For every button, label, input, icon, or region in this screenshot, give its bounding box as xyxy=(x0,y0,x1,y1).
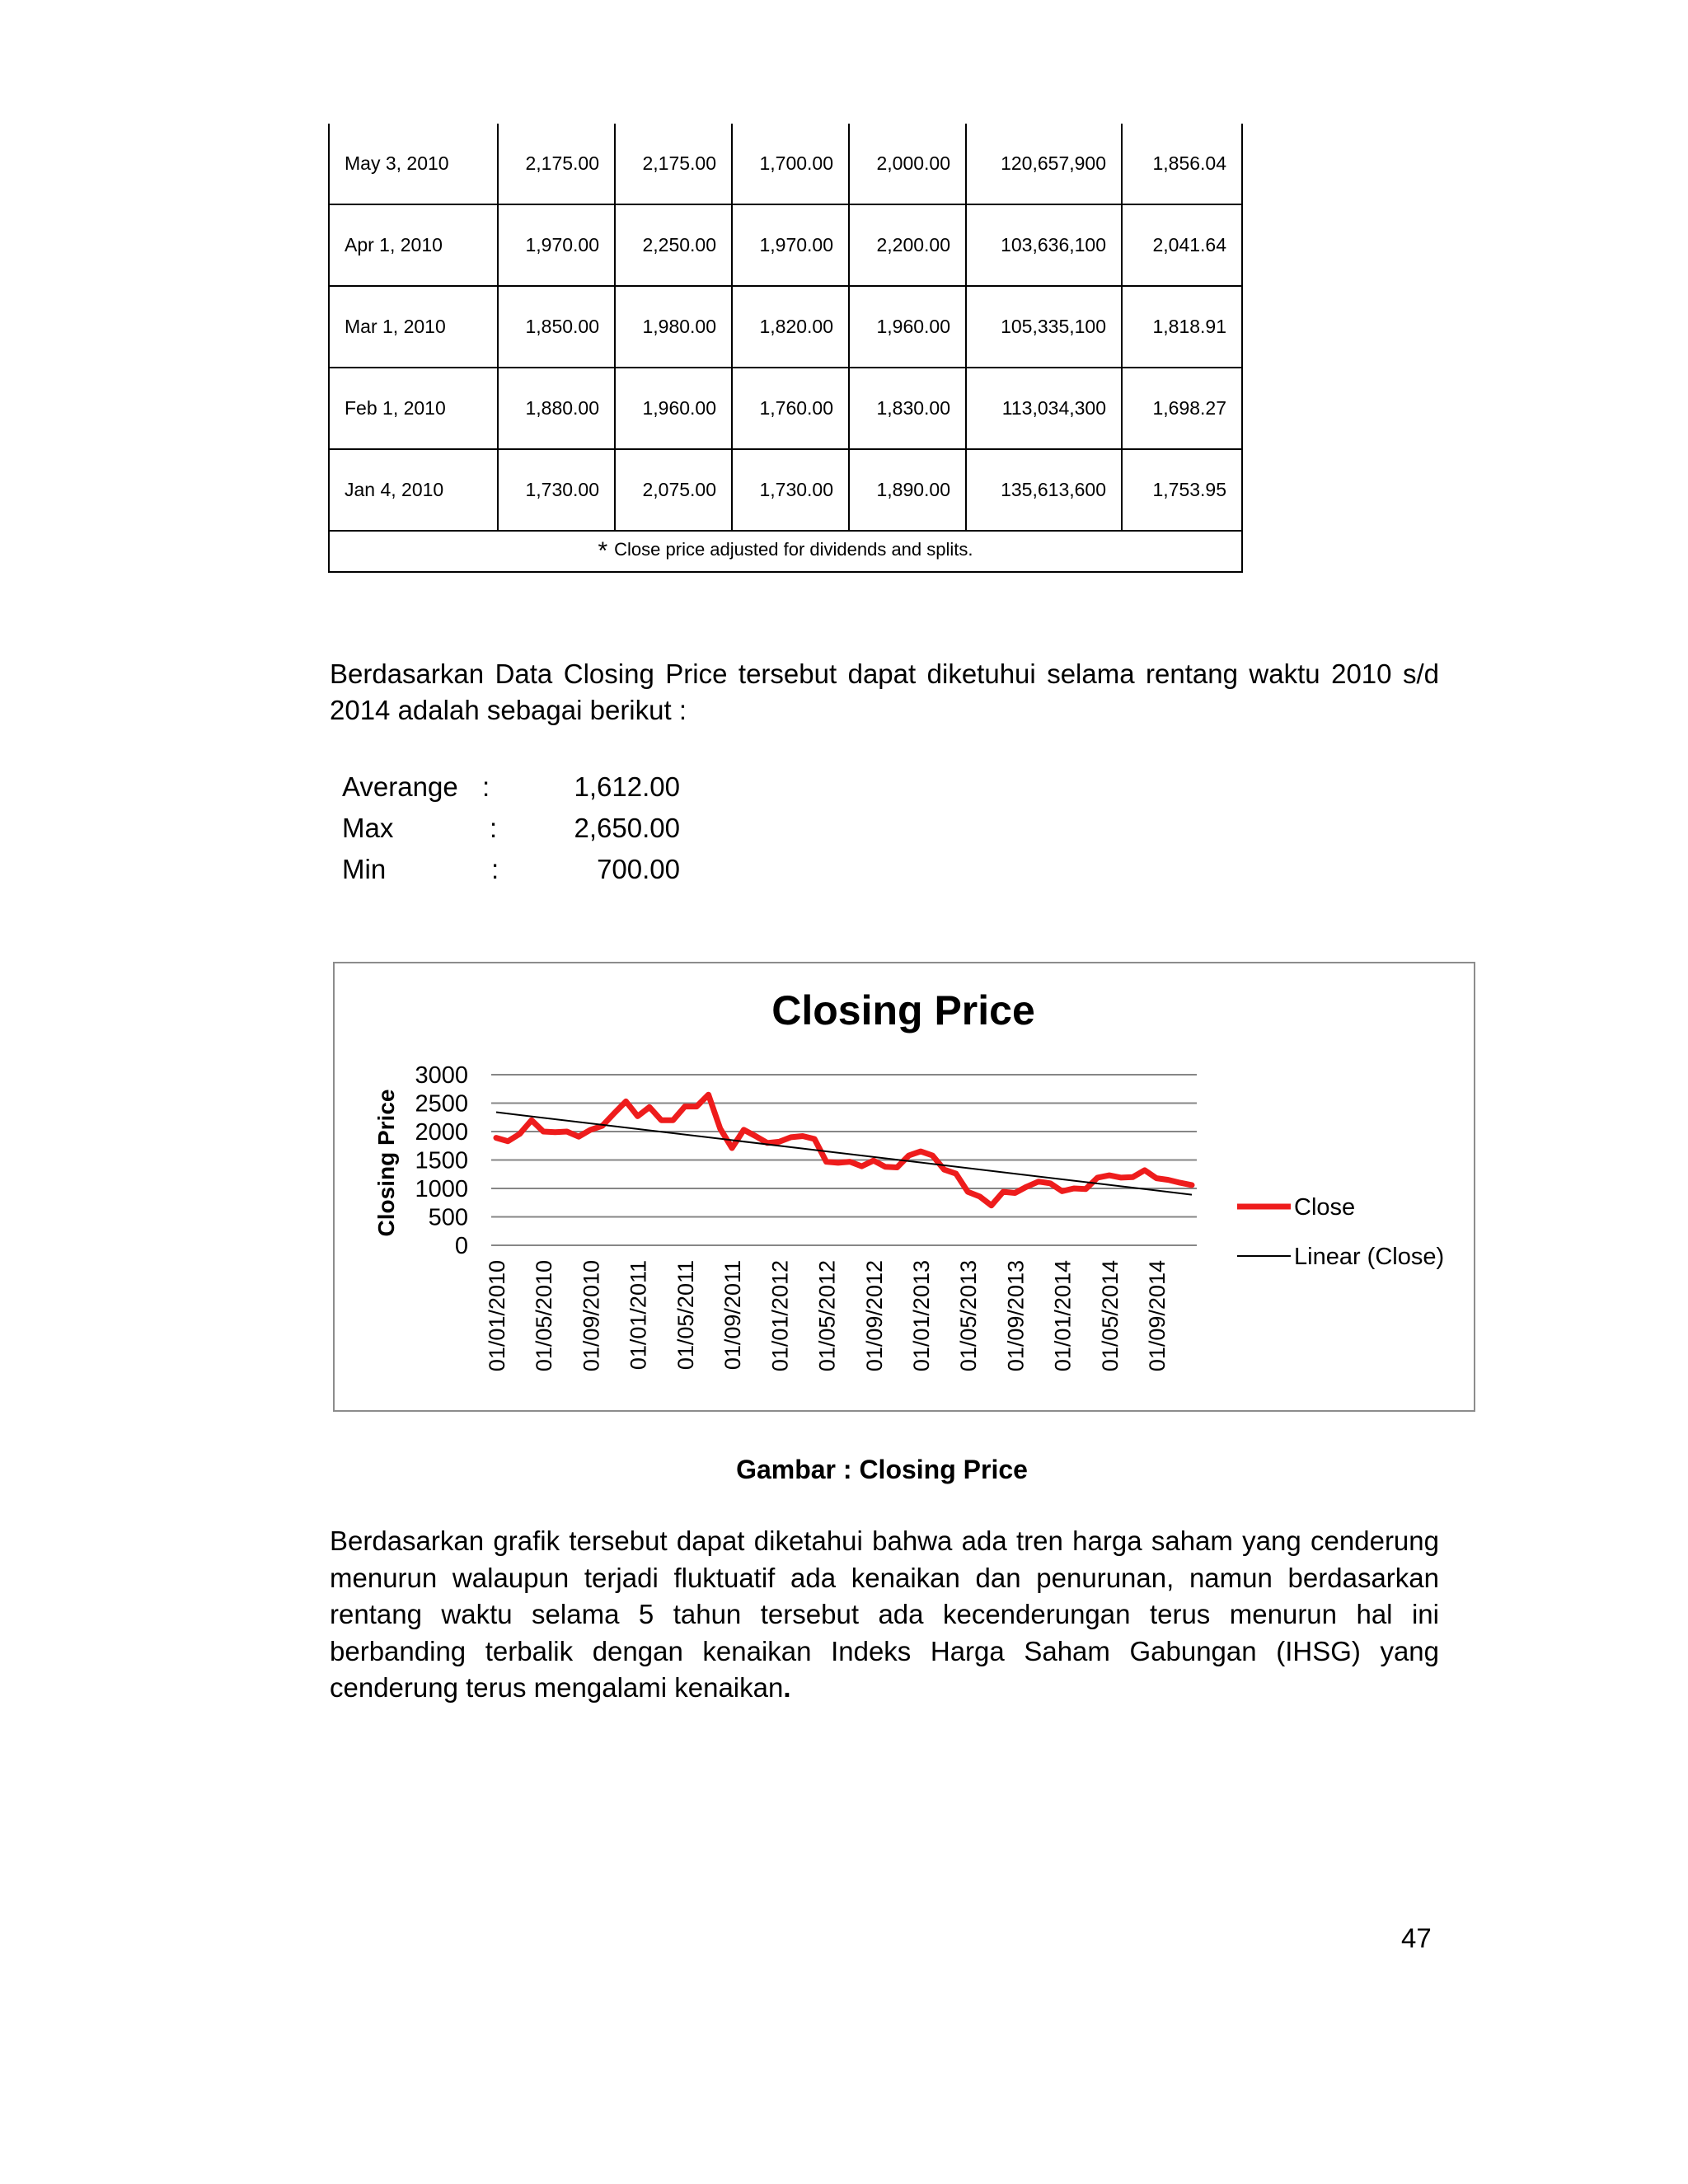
legend-trend-label: Linear (Close) xyxy=(1294,1244,1445,1270)
cell-volume: 105,335,100 xyxy=(966,286,1122,368)
cell-adj-close: 1,753.95 xyxy=(1122,449,1242,531)
table-row xyxy=(329,124,1242,204)
cell-date: May 3, 2010 xyxy=(329,124,498,204)
cell-volume: 113,034,300 xyxy=(966,368,1122,449)
x-tick-label: 01/01/2010 xyxy=(485,1260,509,1372)
trend-line xyxy=(496,1113,1192,1195)
cell-volume: 103,636,100 xyxy=(966,204,1122,286)
cell-adj-close: 2,041.64 xyxy=(1122,204,1242,286)
stock-price-table xyxy=(328,124,1243,573)
x-tick-label: 01/05/2012 xyxy=(814,1260,840,1372)
cell-high: 1,960.00 xyxy=(615,368,732,449)
average-value: 1,612.00 xyxy=(574,771,680,802)
y-tick-label: 1000 xyxy=(415,1176,468,1202)
chart-x-ticks xyxy=(485,1260,1170,1371)
max-colon: : xyxy=(490,813,498,843)
x-tick-label: 01/01/2012 xyxy=(767,1260,793,1372)
conclusion-text: Berdasarkan grafik tersebut dapat diketahui bahwa ada tren harga saham yang cenderung menurun walaupun terjadi fluktuatif ada kenaikan dan penurunan, namun berdasarkan rentang waktu selama 5 tahun tersebut ada kecenderungan terus menurun hal ini berbanding terbalik dengan kenaikan Indeks Harga Saham Gabungan (IHSG) yang cenderung terus mengalami kenaikan xyxy=(330,1526,1439,1703)
x-tick-label: 01/09/2010 xyxy=(579,1260,604,1372)
intro-paragraph: Berdasarkan Data Closing Price tersebut dapat diketuhui selama rentang waktu 2010 s/d 2014 adalah sebagai berikut : xyxy=(330,658,1439,725)
cell-high: 1,980.00 xyxy=(615,286,732,368)
cell-adj-close: 1,856.04 xyxy=(1122,124,1242,204)
table-note-row xyxy=(329,531,1242,572)
max-label: Max xyxy=(342,813,394,843)
cell-close: 1,890.00 xyxy=(849,449,966,531)
cell-date: Mar 1, 2010 xyxy=(329,286,498,368)
cell-open: 1,880.00 xyxy=(498,368,615,449)
y-tick-label: 1500 xyxy=(415,1147,468,1174)
max-value: 2,650.00 xyxy=(574,813,680,843)
x-tick-label: 01/05/2011 xyxy=(673,1260,698,1371)
closing-price-chart xyxy=(333,962,1475,1412)
min-colon: : xyxy=(491,854,499,884)
cell-open: 1,970.00 xyxy=(498,204,615,286)
cell-close: 1,830.00 xyxy=(849,368,966,449)
y-tick-label: 500 xyxy=(428,1204,468,1231)
cell-high: 2,250.00 xyxy=(615,204,732,286)
page-number: 47 xyxy=(1401,1923,1432,1953)
chart-y-axis-label: Closing Price xyxy=(373,1089,399,1237)
x-tick-label: 01/09/2014 xyxy=(1145,1260,1170,1372)
x-tick-label: 01/05/2010 xyxy=(532,1260,557,1372)
table-row xyxy=(329,449,1242,531)
min-label: Min xyxy=(342,854,387,884)
y-tick-label: 2500 xyxy=(415,1090,468,1118)
table-body xyxy=(329,124,1242,572)
chart-title: Closing Price xyxy=(771,987,1035,1033)
figure-caption: Gambar : Closing Price xyxy=(736,1455,1028,1484)
cell-adj-close: 1,818.91 xyxy=(1122,286,1242,368)
x-tick-label: 01/09/2013 xyxy=(1003,1260,1029,1372)
cell-low: 1,820.00 xyxy=(732,286,849,368)
cell-close: 2,000.00 xyxy=(849,124,966,204)
cell-open: 1,730.00 xyxy=(498,449,615,531)
y-tick-label: 0 xyxy=(454,1233,468,1259)
cell-volume: 120,657,900 xyxy=(966,124,1122,204)
table-row xyxy=(329,368,1242,449)
cell-low: 1,730.00 xyxy=(732,449,849,531)
cell-high: 2,075.00 xyxy=(615,449,732,531)
cell-open: 2,175.00 xyxy=(498,124,615,204)
cell-close: 2,200.00 xyxy=(849,204,966,286)
average-label: Averange xyxy=(342,771,458,802)
cell-low: 1,700.00 xyxy=(732,124,849,204)
chart-y-ticks xyxy=(415,1062,468,1259)
x-tick-label: 01/05/2014 xyxy=(1097,1260,1123,1372)
cell-volume: 135,613,600 xyxy=(966,449,1122,531)
cell-high: 2,175.00 xyxy=(615,124,732,204)
table-row xyxy=(329,286,1242,368)
cell-open: 1,850.00 xyxy=(498,286,615,368)
average-colon: : xyxy=(482,771,490,802)
note-text: Close price adjusted for dividends and splits. xyxy=(614,539,973,560)
chart-legend xyxy=(1237,1194,1444,1270)
x-tick-label: 01/01/2013 xyxy=(908,1260,934,1372)
x-tick-label: 01/01/2011 xyxy=(626,1260,651,1371)
y-tick-label: 2000 xyxy=(415,1119,468,1146)
cell-low: 1,970.00 xyxy=(732,204,849,286)
cell-date: Jan 4, 2010 xyxy=(329,449,498,531)
cell-low: 1,760.00 xyxy=(732,368,849,449)
x-tick-label: 01/09/2012 xyxy=(861,1260,887,1372)
x-tick-label: 01/01/2014 xyxy=(1050,1260,1076,1372)
cell-date: Feb 1, 2010 xyxy=(329,368,498,449)
x-tick-label: 01/09/2011 xyxy=(720,1260,746,1371)
x-tick-label: 01/05/2013 xyxy=(956,1260,982,1372)
table-row xyxy=(329,204,1242,286)
cell-adj-close: 1,698.27 xyxy=(1122,368,1242,449)
min-value: 700.00 xyxy=(597,854,680,884)
legend-close-label: Close xyxy=(1294,1194,1356,1221)
chart-svg xyxy=(335,963,1477,1413)
conclusion-period: . xyxy=(783,1672,791,1703)
note-asterisk: * xyxy=(598,537,608,565)
cell-date: Apr 1, 2010 xyxy=(329,204,498,286)
table-note xyxy=(329,531,1242,572)
y-tick-label: 3000 xyxy=(415,1062,468,1089)
conclusion-paragraph xyxy=(330,1523,1439,1707)
cell-close: 1,960.00 xyxy=(849,286,966,368)
